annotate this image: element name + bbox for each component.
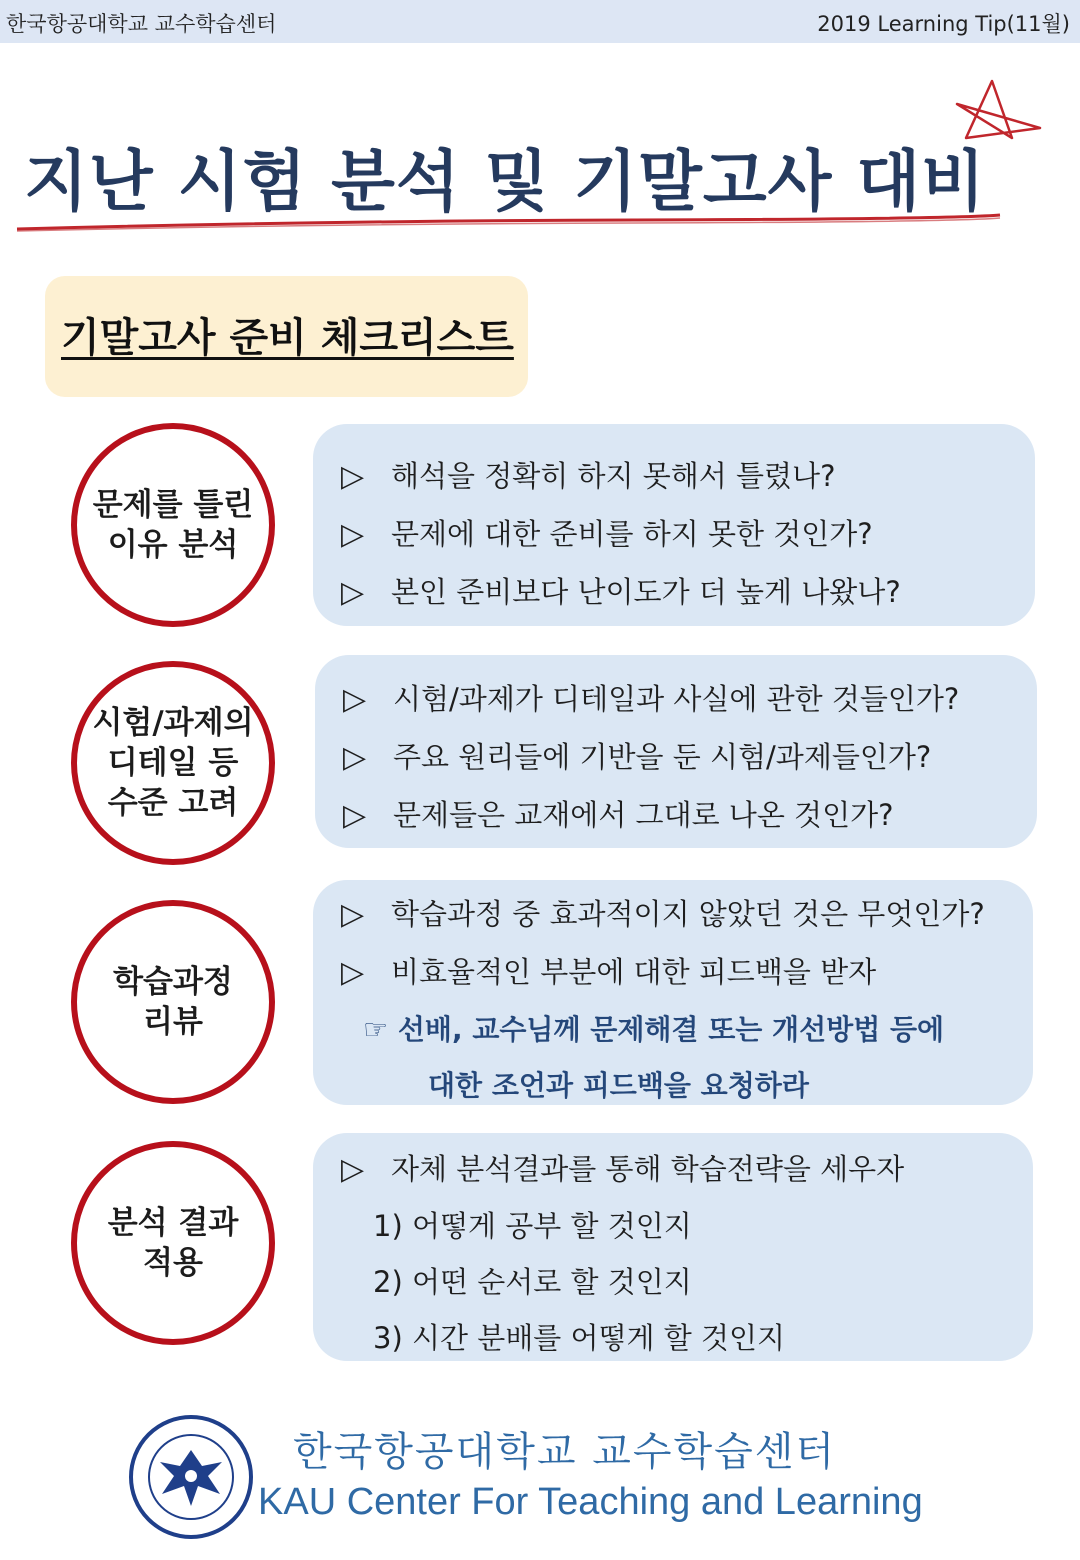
section-label-circle: [71, 900, 275, 1104]
list-item: ▷ 본인 준비보다 난이도가 더 높게 나왔나?: [341, 575, 901, 610]
section-label-circle: [71, 1141, 275, 1345]
checklist-title: 기말고사 준비 체크리스트: [61, 315, 514, 361]
list-item: ▷ 시험/과제가 디테일과 사실에 관한 것들인가?: [343, 682, 960, 717]
university-seal-icon: [128, 1414, 254, 1540]
footer-org-english: KAU Center For Teaching and Learning: [258, 1481, 923, 1523]
triangle-bullet-icon: ▷: [343, 682, 367, 717]
list-item: ▷ 해석을 정확히 하지 못해서 틀렸나?: [341, 459, 836, 494]
section-label-circle: [71, 661, 275, 865]
triangle-bullet-icon: ▷: [341, 517, 365, 552]
list-item: ▷ 문제들은 교재에서 그대로 나온 것인가?: [343, 798, 894, 833]
advice-line: 대한 조언과 피드백을 요청하라: [428, 1069, 809, 1102]
header-edition: 2019 Learning Tip(11월): [817, 12, 1070, 36]
section-label: 문제를 틀린 이유 분석: [92, 487, 254, 563]
star-icon: [952, 78, 1047, 146]
page-title: 지난 시험 분석 및 기말고사 대비: [24, 143, 986, 220]
header-bar: [0, 0, 1080, 43]
checklist-badge: [45, 276, 528, 397]
list-item: ▷ 문제에 대한 준비를 하지 못한 것인가?: [341, 517, 873, 552]
section-label: 학습과정 리뷰: [113, 964, 233, 1040]
title-underline: [15, 212, 1005, 234]
list-item: ▷ 자체 분석결과를 통해 학습전략을 세우자: [341, 1152, 905, 1187]
triangle-bullet-icon: ▷: [341, 459, 365, 494]
advice-line: ☞ 선배, 교수님께 문제해결 또는 개선방법 등에: [363, 1013, 945, 1046]
triangle-bullet-icon: ▷: [343, 798, 367, 833]
section-panel: [315, 655, 1037, 848]
section-panel: [313, 424, 1035, 626]
section-panel: [313, 880, 1033, 1105]
triangle-bullet-icon: ▷: [341, 897, 365, 932]
triangle-bullet-icon: ▷: [341, 1152, 365, 1187]
section-label-circle: [71, 423, 275, 627]
header-org: 한국항공대학교 교수학습센터: [6, 12, 277, 36]
sub-item: 3) 시간 분배를 어떻게 할 것인지: [373, 1321, 786, 1355]
section-label: 시험/과제의 디테일 등 수준 고려: [92, 705, 254, 821]
list-item: ▷ 비효율적인 부분에 대한 피드백을 받자: [341, 955, 877, 990]
section-label: 분석 결과 적용: [107, 1205, 239, 1281]
list-item: ▷ 학습과정 중 효과적이지 않았던 것은 무엇인가?: [341, 897, 985, 932]
list-item: ▷ 주요 원리들에 기반을 둔 시험/과제들인가?: [343, 740, 932, 775]
sub-item: 2) 어떤 순서로 할 것인지: [373, 1265, 692, 1299]
triangle-bullet-icon: ▷: [343, 740, 367, 775]
section-panel: [313, 1133, 1033, 1361]
footer-org-korean: 한국항공대학교 교수학습센터: [293, 1429, 837, 1475]
triangle-bullet-icon: ▷: [341, 575, 365, 610]
triangle-bullet-icon: ▷: [341, 955, 365, 990]
sub-item: 1) 어떻게 공부 할 것인지: [373, 1209, 692, 1243]
